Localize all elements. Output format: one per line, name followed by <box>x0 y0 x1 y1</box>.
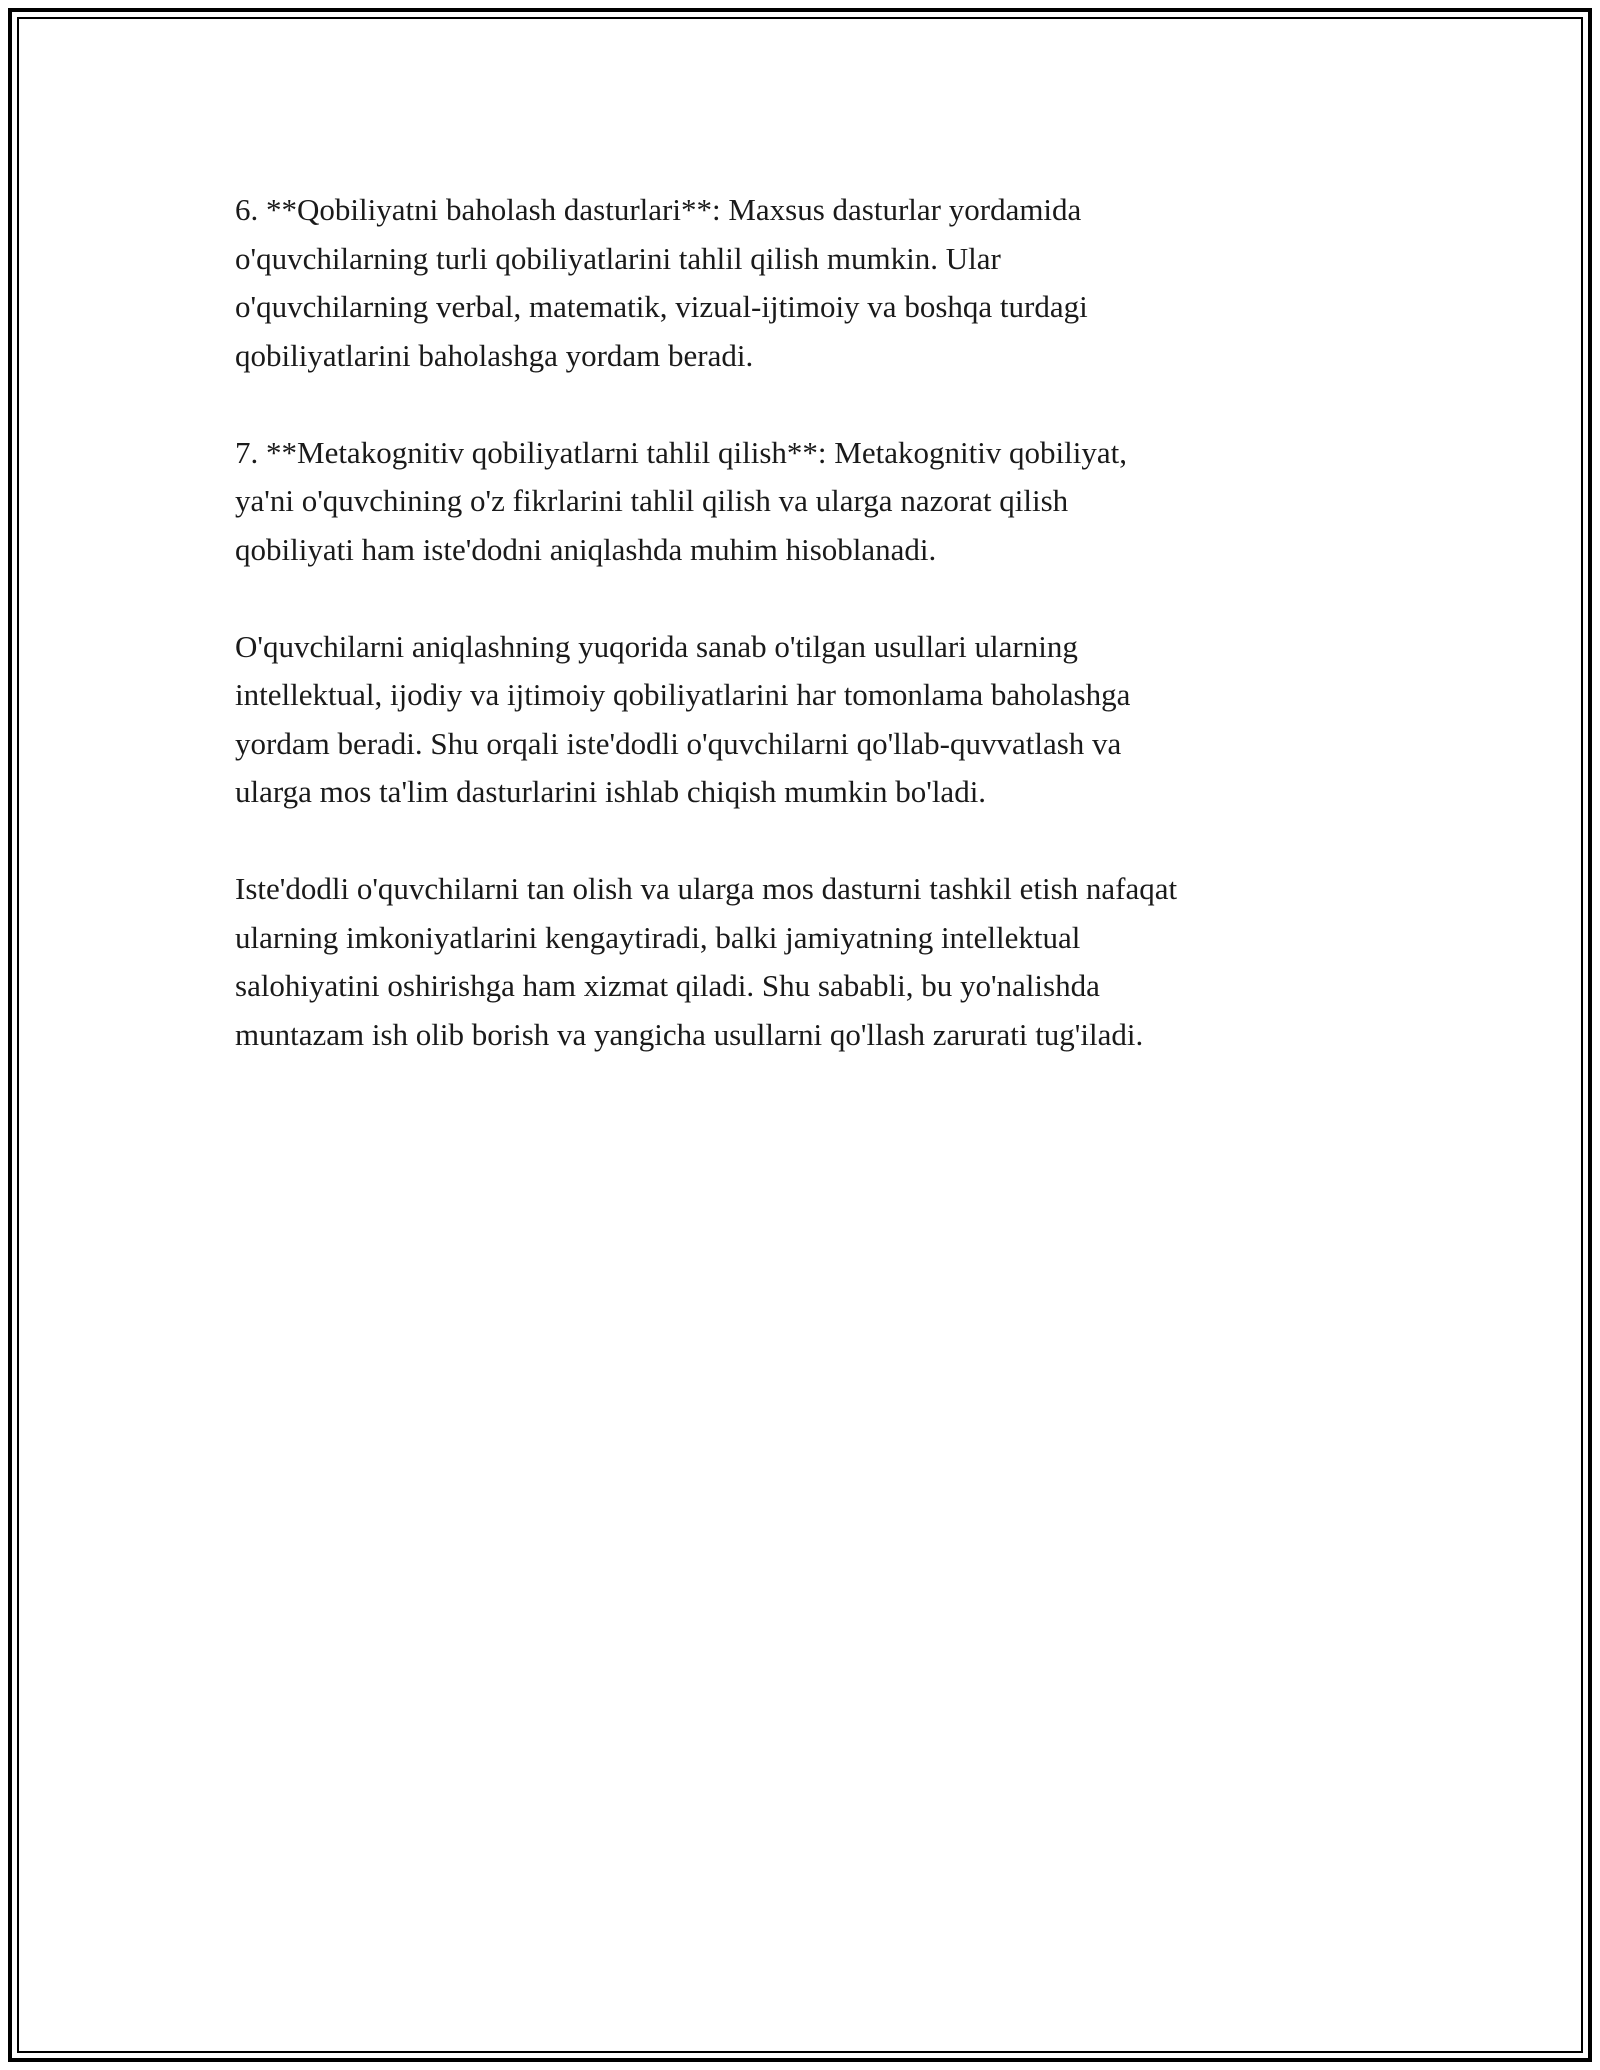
paragraph-conclusion: Iste'dodli o'quvchilarni tan olish va ularga mos dasturni tashkil etish nafaqat ularning imkoniyatlarini kengaytiradi, balki jamiyatning intellektual salohiyatini oshirishga ham xizmat qiladi. Shu sababli, bu yo'nalishda muntazam ish olib borish va yangicha usullarni qo'llash zarurati tug'iladi. <box>235 871 1178 1052</box>
document-body <box>235 186 1365 1108</box>
paragraph-metacognitive-analysis: 7. **Metakognitiv qobiliyatlarni tahlil qilish**: Metakognitiv qobiliyat, ya'ni o'quvchining o'z fikrlarini tahlil qilish va ularga nazorat qilish qobiliyati ham iste'dodni aniqlashda muhim hisoblanadi. <box>235 434 1128 567</box>
paragraph-identification-methods-summary: O'quvchilarni aniqlashning yuqorida sanab o'tilgan usullari ularning intellektual, ijodiy va ijtimoiy qobiliyatlarini har tomonlama baholashga yordam beradi. Shu orqali iste'dodli o'quvchilarni qo'llab-quvvatlash va ularga mos ta'lim dasturlarini ishlab chiqish mumkin bo'ladi. <box>235 628 1131 809</box>
paragraph-ability-assessment-programs: 6. **Qobiliyatni baholash dasturlari**: Maxsus dasturlar yordamida o'quvchilarning turli qobiliyatlarini tahlil qilish mumkin. Ular o'quvchilarning verbal, matematik, vizual-ijtimoiy va boshqa turdagi qobiliyatlarini baholashga yordam beradi. <box>235 192 1088 373</box>
